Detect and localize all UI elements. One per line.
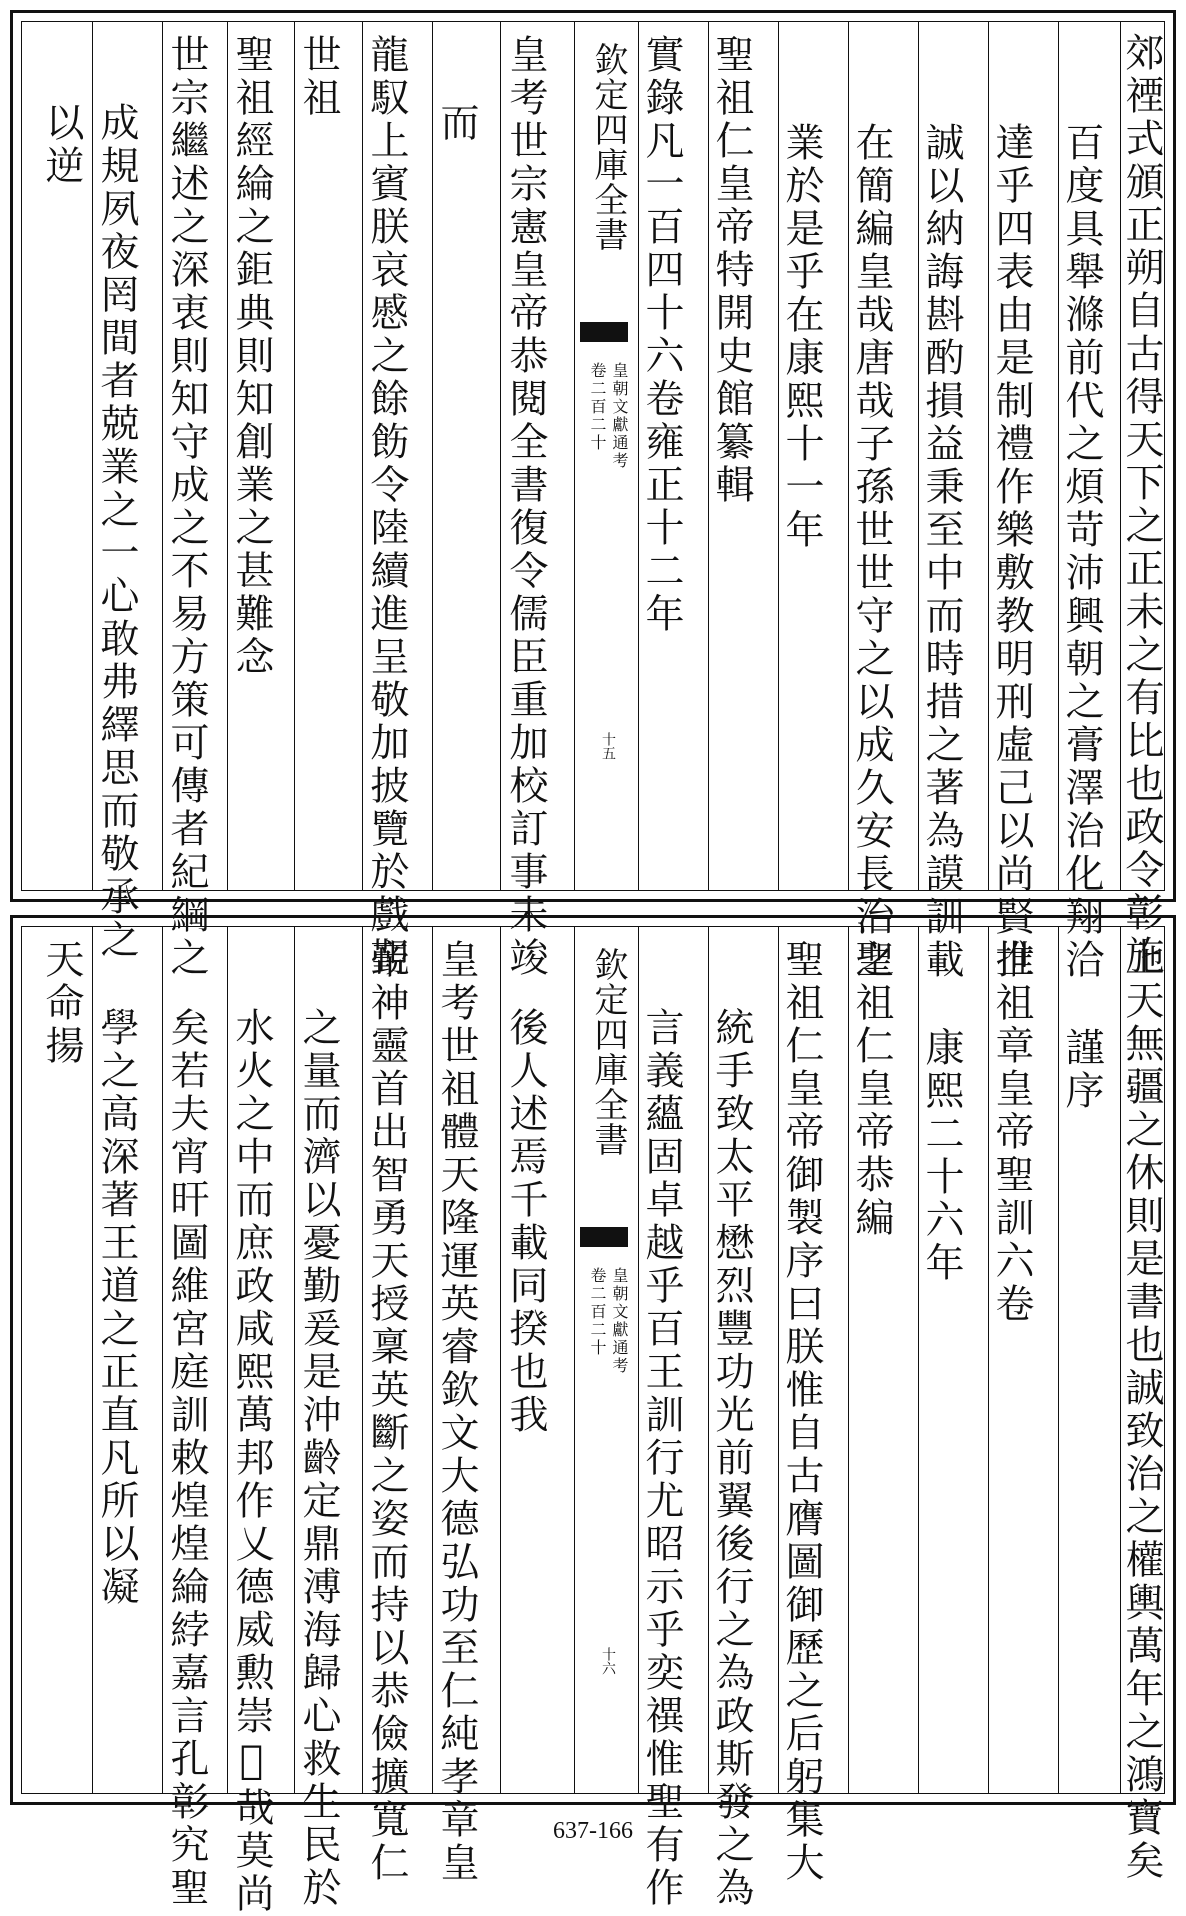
text-column: 世祖 (296, 34, 341, 120)
text-column: 天命揚 (39, 939, 84, 1068)
text-column: 帝神靈首出智勇天授稟英斷之姿而持以恭儉擴寬仁 (364, 939, 409, 1885)
text-column: 言義蘊固卓越乎百王訓行尤昭示乎奕禩惟聖有作 (639, 1007, 684, 1910)
fold-center-column (574, 22, 638, 890)
text-column: 世宗繼述之深衷則知守成之不易方策可傳者紀綱之 (164, 34, 209, 980)
volume-number: 卷二百二十 (588, 362, 607, 452)
column-rule (362, 22, 363, 890)
text-column: 康熙二十六年 (919, 1027, 964, 1285)
text-column: 在簡編皇哉唐哉子孫世世守之以成久安長治之 (849, 122, 894, 982)
volume-number: 卷二百二十 (588, 1267, 607, 1357)
text-column: 皇考世宗憲皇帝恭閱全書復令儒臣重加校訂事未竣 (503, 34, 548, 980)
fishtail-mark (580, 322, 628, 342)
text-column: 矣若夫宵旰圖維宮庭訓敕煌煌綸綍嘉言孔彰究聖 (164, 1007, 209, 1910)
text-column: 百度具舉滌前代之煩苛沛興朝之膏澤治化翔洽 (1059, 122, 1104, 982)
text-column: 成規夙夜罔間者兢業之一心敢弗繹思而敬承之 (94, 102, 139, 962)
page-number: 十六 (600, 1647, 616, 1675)
text-column: 龍馭上賓朕哀慼之餘飭令陸續進呈敬加披覽於戲覲 (364, 34, 409, 980)
column-rule (162, 22, 163, 890)
volume-name: 皇朝文獻通考 (610, 362, 629, 470)
column-rule (500, 22, 501, 890)
column-rule (432, 927, 433, 1793)
column-rule (294, 22, 295, 890)
text-column: 達乎四表由是制禮作樂敷教明刑虛己以尚賢推 (989, 122, 1034, 982)
text-column: 水火之中而庶政咸熙萬邦作乂德威勲崇𡽮哉莫尚 (229, 1007, 274, 1916)
text-column: 實錄凡一百四十六卷雍正十二年 (639, 34, 684, 636)
fold-center-column (574, 927, 638, 1793)
text-column: 以逆 (39, 102, 84, 188)
scan-page-number: 637-166 (553, 1818, 633, 1844)
column-rule (92, 927, 93, 1793)
column-rule (294, 927, 295, 1793)
book-title: 欽定四庫全書 (588, 947, 628, 1157)
column-rule (227, 927, 228, 1793)
book-title: 欽定四庫全書 (588, 42, 628, 252)
text-column: 聖祖仁皇帝恭編 (849, 939, 894, 1240)
text-column: 後人述焉千載同揆也我 (503, 1007, 548, 1437)
column-rule (162, 927, 163, 1793)
text-column: 謹序 (1059, 1027, 1104, 1113)
text-column: 世祖章皇帝聖訓六卷 (989, 939, 1034, 1326)
fishtail-mark (580, 1227, 628, 1247)
column-rule (432, 22, 433, 890)
text-column: 皇考世祖體天隆運英睿欽文大德弘功至仁純孝章皇 (434, 939, 479, 1885)
text-column: 郊禋式頒正朔自古得天下之正未之有比也政令彰施 (1119, 32, 1164, 978)
text-column: 業於是乎在康熙十一年 (779, 122, 824, 552)
column-rule (362, 927, 363, 1793)
column-rule (500, 927, 501, 1793)
text-column: 聖祖經綸之鉅典則知創業之甚難念 (229, 34, 274, 679)
text-column: 聖祖仁皇帝特開史館纂輯 (709, 34, 754, 507)
text-column: 誠以納誨斟酌損益秉至中而時措之著為謨訓載 (919, 122, 964, 982)
page-number: 十五 (600, 732, 616, 760)
text-column: 學之高深著王道之正直凡所以凝 (94, 1007, 139, 1609)
column-rule (92, 22, 93, 890)
text-column: 聖祖仁皇帝御製序曰朕惟自古膺圖御歷之后躬集大 (779, 939, 824, 1885)
volume-name: 皇朝文獻通考 (610, 1267, 629, 1375)
upper-page (10, 10, 1176, 982)
text-column: 上天無疆之休則是書也誠致治之權輿萬年之鴻寶矣 (1119, 937, 1164, 1883)
column-rule (227, 22, 228, 890)
upper-page-frame (21, 21, 1165, 982)
text-column: 之量而濟以憂勤爰是沖齡定鼎溥海歸心救生民於 (296, 1007, 341, 1910)
text-column: 而 (434, 102, 479, 145)
text-column: 統手致太平懋烈豐功光前翼後行之為政斯發之為 (709, 1007, 754, 1910)
